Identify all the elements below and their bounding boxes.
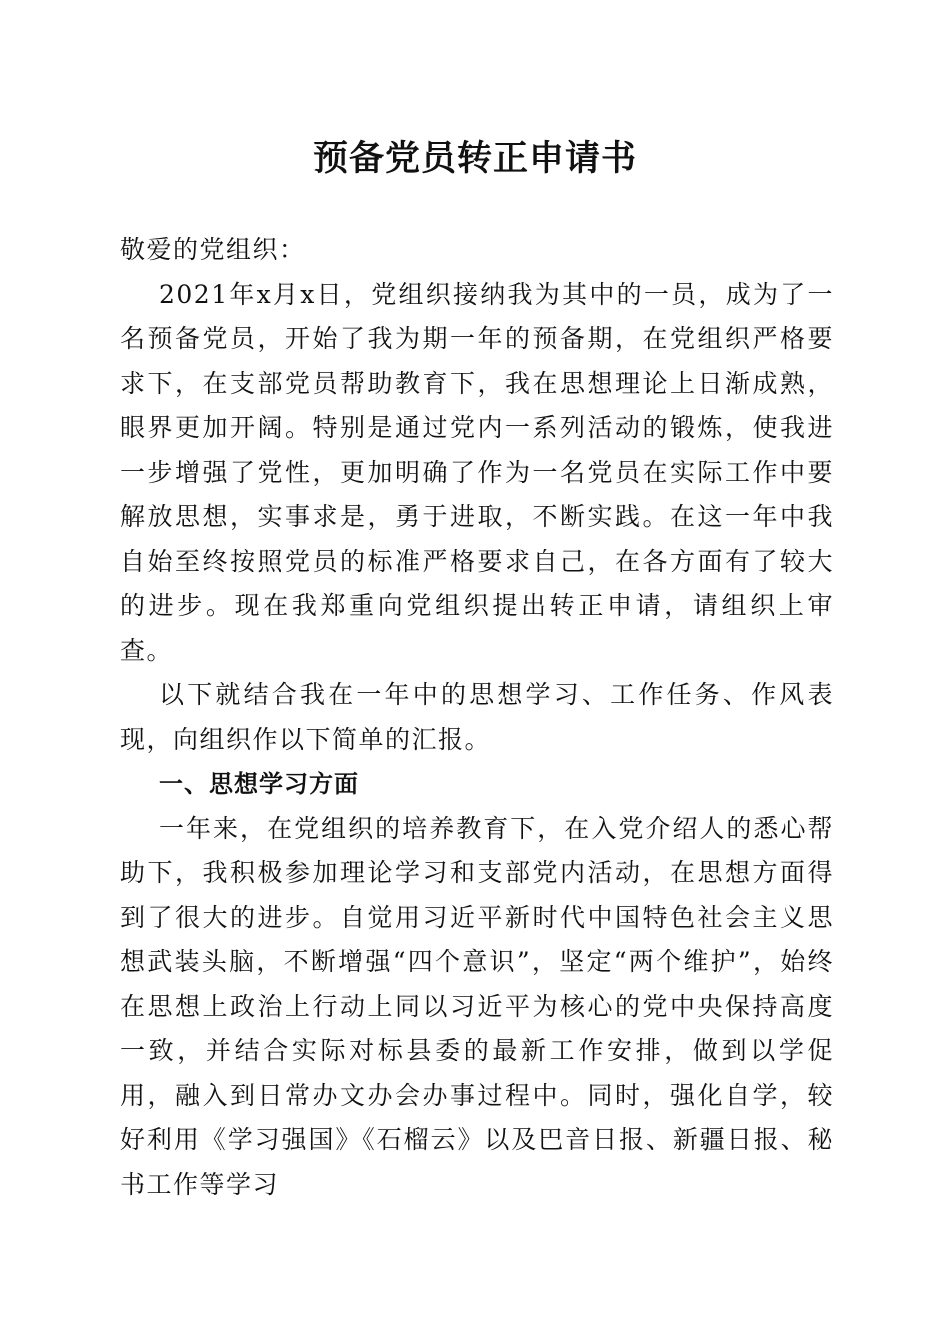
salutation: 敬爱的党组织： xyxy=(120,235,306,264)
document-body xyxy=(120,228,834,1207)
body-paragraph-intro: 2021年x月x日，党组织接纳我为其中的一员，成为了一名预备党员，开始了我为期一年的预备期，在党组织严格要求下，在支部党员帮助教育下，我在思想理论上日渐成熟，眼界更加开阔。特别是通过党内一系列活动的锻炼，使我进一步增强了党性，更加明确了作为一名党员在实际工作中要解放思想，实事求是，勇于进取，不断实践。在这一年中我自始至终按照党员的标准严格要求自己，在各方面有了较大的进步。现在我郑重向党组织提出转正申请，请组织上审查。 xyxy=(120,279,834,665)
section-heading-thought-study: 一、思想学习方面 xyxy=(159,770,359,798)
body-paragraph-summary: 以下就结合我在一年中的思想学习、工作任务、作风表现，向组织作以下简单的汇报。 xyxy=(120,680,834,754)
document-title: 预备党员转正申请书 xyxy=(312,138,637,179)
body-paragraph-thought-study: 一年来，在党组织的培养教育下，在入党介绍人的悉心帮助下，我积极参加理论学习和支部党内活动，在思想方面得到了很大的进步。自觉用习近平新时代中国特色社会主义思想武装头脑，不断增强“四个意识”，坚定“两个维护”，始终在思想上政治上行动上同以习近平为核心的党中央保持高度一致，并结合实际对标县委的最新工作安排，做到以学促用，融入到日常办文办会办事过程中。同时，强化自学，较好利用《学习强国》《石榴云》以及巴音日报、新疆日报、秘书工作等学习 xyxy=(120,813,834,1199)
